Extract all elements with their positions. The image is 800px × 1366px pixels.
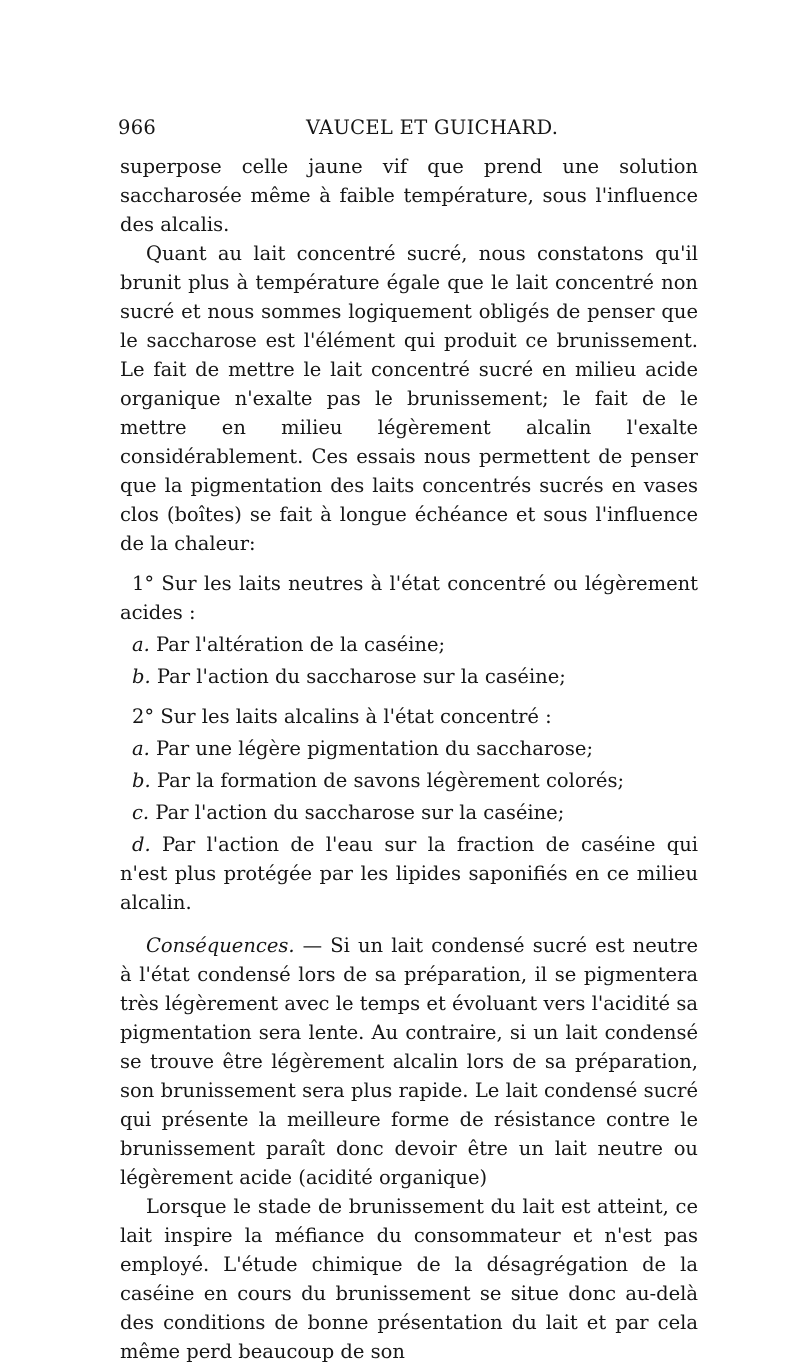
list-neutral-milks <box>120 569 698 691</box>
list-item <box>120 734 698 763</box>
paragraph-consequences <box>120 931 698 1192</box>
list-alkaline-milks <box>120 702 698 917</box>
page-body <box>120 152 698 1366</box>
list-item-text: Par la formation de savons légèrement colorés; <box>156 769 625 792</box>
list-item-letter: a. <box>132 737 150 760</box>
list-item <box>120 630 698 659</box>
list-item-letter: c. <box>132 801 150 824</box>
list-heading: 1° Sur les laits neutres à l'état concentré ou légèrement acides : <box>120 572 698 624</box>
consequences-label: Conséquences. <box>146 934 295 957</box>
list-item-text: Par l'altération de la caséine; <box>156 633 446 656</box>
page-header <box>118 116 696 146</box>
list-item-letter: a. <box>132 633 150 656</box>
list-item-text: Par l'action de l'eau sur la fraction de caséine qui n'est plus protégée par les lipides saponifiés en ce milieu alcalin. <box>120 833 699 914</box>
consequences-text: — Si un lait condensé sucré est neutre à l'état condensé lors de sa préparation, il se pigmentera très légèrement avec le temps et évoluant vers l'acidité sa pigmentation sera lente. Au contraire, si un lait condensé se trouve être légèrement alcalin lors de sa préparation, son brunissement sera plus rapide. Le lait condensé sucré qui présente la meilleure forme de résistance contre le brunissement paraît donc devoir être un lait neutre ou légèrement acide (acidité organique) <box>120 934 698 1189</box>
list-item-letter: b. <box>132 665 151 688</box>
list-item <box>120 662 698 691</box>
list-item-text: Par une légère pigmentation du saccharose; <box>156 737 594 760</box>
list-heading: 2° Sur les laits alcalins à l'état concentré : <box>132 705 552 728</box>
list-item-letter: d. <box>132 833 151 856</box>
running-title: VAUCEL ET GUICHARD. <box>306 116 559 139</box>
paragraph-continuation: superpose celle jaune vif que prend une solution saccharosée même à faible température, sous l'influence des alcalis. <box>120 155 698 236</box>
page-number: 966 <box>118 116 157 139</box>
list-item-text: Par l'action du saccharose sur la caséine; <box>156 665 566 688</box>
list-item <box>120 766 698 795</box>
paragraph-sweetened-milk: Quant au lait concentré sucré, nous constatons qu'il brunit plus à température égale que le lait concentré non sucré et nous sommes logiquement obligés de penser que le saccharose est l'élément qui produit ce brunissement. Le fait de mettre le lait concentré sucré en milieu acide organique n'exalte pas le brunissement; le fait de le mettre en milieu légèrement alcalin l'exalte considérablement. Ces essais nous permettent de penser que la pigmentation des laits concentrés sucrés en vases clos (boîtes) se fait à longue échéance et sous l'influence de la chaleur: <box>120 242 698 555</box>
list-item <box>120 830 698 917</box>
list-item <box>120 798 698 827</box>
paragraph-final: Lorsque le stade de brunissement du lait est atteint, ce lait inspire la méfiance du consommateur et n'est pas employé. L'étude chimique de la désagrégation de la caséine en cours du brunissement se situe donc au-delà des conditions de bonne présentation du lait et par cela même perd beaucoup de son <box>120 1195 698 1363</box>
list-item-letter: b. <box>132 769 151 792</box>
list-item-text: Par l'action du saccharose sur la caséine; <box>155 801 565 824</box>
